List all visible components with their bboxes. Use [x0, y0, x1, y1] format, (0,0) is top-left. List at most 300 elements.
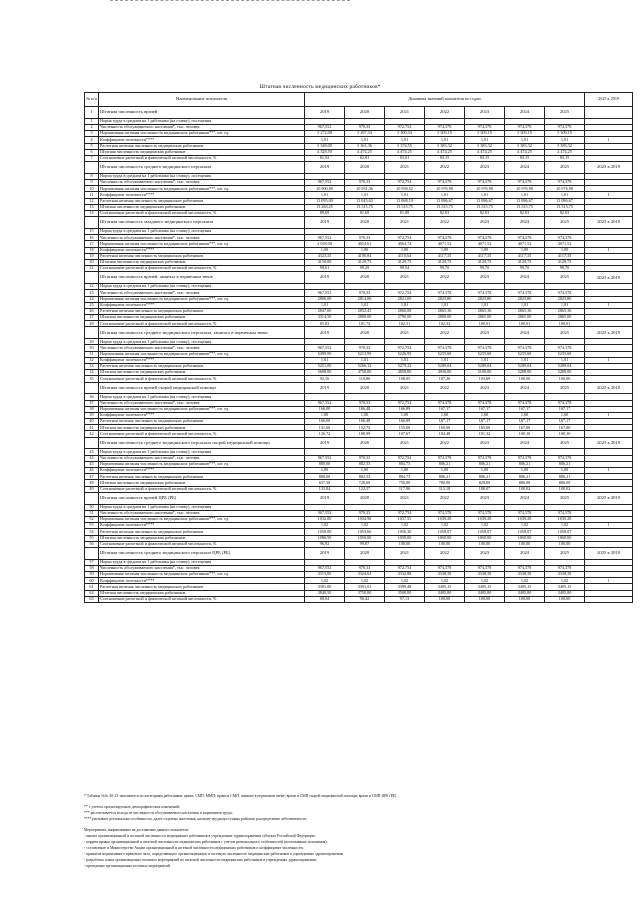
indicator-name: Коэффициент полезности****: [99, 578, 305, 584]
value-cell: 882,53: [345, 474, 385, 480]
indicator-name: Норма труда в среднем на 1 работника (на ставку), посещения: [99, 559, 305, 565]
indicator-name: Численность обслуживаемого населения*, тыс. человек: [99, 510, 305, 516]
value-cell: 4323,35: [305, 253, 345, 259]
value-cell: 974,378: [505, 345, 545, 351]
indicator-name: Численность обслуживаемого населения*, тыс. человек: [99, 455, 305, 461]
indicator-name: Численность обслуживаемого населения*, тыс. человек: [99, 345, 305, 351]
value-cell: 1,01: [545, 137, 585, 143]
footnote-line: - разработка плана организационно-штатных мероприятий по штатной численности медицинских работников в учреждениях здравоохранения;: [84, 858, 317, 862]
value-cell: 100,00: [545, 376, 585, 382]
value-cell: 81,92: [305, 155, 345, 161]
value-cell: 2021: [385, 382, 425, 394]
value-cell: 3840,50: [305, 590, 345, 596]
indicator-name: Численность обслуживаемого населения*, тыс. человек: [99, 400, 305, 406]
section-header-row: [85, 217, 633, 229]
indicator-name: Расчетная штатная численность медицинских работников: [99, 198, 305, 204]
value-cell: 3338,39: [465, 572, 505, 578]
value-cell: 974,378: [425, 235, 465, 241]
value-cell: 99,61: [305, 266, 345, 272]
value-cell: 100,00: [465, 541, 505, 547]
row-number: 16: [85, 235, 99, 241]
value-cell: 2020: [345, 382, 385, 394]
value-cell: 1058,07: [465, 529, 505, 535]
value-cell: 4850,00: [385, 370, 425, 376]
indicator-name: Соотношение расчетной и фактической штатной численности, %: [99, 155, 305, 161]
value-cell: 974,378: [545, 235, 585, 241]
row-number: 17: [85, 241, 99, 247]
value-cell: 974,378: [465, 400, 505, 406]
footnote-line: ** с учетом прогнозируемых демографических изменений;: [84, 805, 180, 809]
value-cell: 100,00: [425, 596, 465, 602]
value-cell: 972,754: [385, 345, 425, 351]
value-cell: 13 515,75: [465, 204, 505, 210]
value-cell: 5 309,19: [465, 131, 505, 137]
row-number: 38: [85, 406, 99, 412]
row-number: 6: [85, 149, 99, 155]
value-cell: 5 383,32: [425, 143, 465, 149]
row-number: [85, 272, 99, 284]
value-cell: 974,378: [465, 290, 505, 296]
value-cell: 974,378: [425, 510, 465, 516]
value-cell: 5235,68: [465, 351, 505, 357]
value-cell: 11 068,19: [385, 198, 425, 204]
value-cell: 10 976,90: [465, 186, 505, 192]
row-number: 30: [85, 345, 99, 351]
value-cell: 3324,62: [345, 572, 385, 578]
section-title: Штатная численность врачей: [99, 107, 305, 119]
value-cell: 974,378: [505, 235, 545, 241]
value-cell: 2025: [545, 492, 585, 504]
row-number: 20: [85, 259, 99, 265]
row-number: 7: [85, 155, 99, 161]
value-cell: 4150,00: [305, 259, 345, 265]
table-row: [85, 596, 633, 602]
value-cell: 2023: [465, 437, 505, 449]
row-number: 46: [85, 468, 99, 474]
value-cell: 970,33: [345, 235, 385, 241]
header-dynamics: Динамика значений показателя по годам: [305, 93, 585, 107]
value-cell: 104,48: [425, 431, 465, 437]
row-number: 36: [85, 394, 99, 400]
value-cell: 3405,15: [465, 584, 505, 590]
value-cell: 4750,00: [345, 370, 385, 376]
value-cell: 102,51: [385, 321, 425, 327]
value-cell: 974,378: [505, 510, 545, 516]
value-cell: 1,00: [385, 247, 425, 253]
indicator-name: Нормативная штатная численность медицинских работников***, шт. ед.: [99, 241, 305, 247]
value-cell: 970,33: [345, 180, 385, 186]
value-cell: 2020: [345, 162, 385, 174]
value-cell: 2019: [305, 217, 345, 229]
value-cell: 2025: [545, 437, 585, 449]
value-cell: 110,86: [345, 376, 385, 382]
value-cell: 3405,00: [545, 590, 585, 596]
row-number: 60: [85, 578, 99, 584]
value-cell: 1056,30: [385, 529, 425, 535]
value-cell: 1,01: [425, 192, 465, 198]
row-number: 8: [85, 173, 99, 179]
value-cell: 108,85: [385, 376, 425, 382]
value-cell: 100,10: [505, 431, 545, 437]
value-cell: 100,10: [545, 431, 585, 437]
value-cell: 11 086,67: [545, 198, 585, 204]
value-cell: 3332,88: [385, 572, 425, 578]
value-cell: 1039,28: [505, 516, 545, 522]
value-cell: 974,378: [425, 290, 465, 296]
value-cell: 4 474,25: [425, 149, 465, 155]
indicator-name: Соотношение расчетной и фактической штатной численности, %: [99, 376, 305, 382]
row-number: 50: [85, 504, 99, 510]
value-cell: 10 976,90: [505, 186, 545, 192]
value-cell: 99,54: [385, 266, 425, 272]
value-cell: 4071,52: [425, 241, 465, 247]
indicator-name: Расчетная штатная численность медицинских работников: [99, 308, 305, 314]
value-cell: 155,00: [385, 425, 425, 431]
value-cell: 5288,00: [505, 370, 545, 376]
indicator-name: Нормативная штатная численность медицинских работников***, шт. ед.: [99, 516, 305, 522]
value-cell: 1,01: [545, 357, 585, 363]
value-cell: 974,378: [425, 455, 465, 461]
value-cell: 970,33: [345, 124, 385, 130]
value-cell: 1,00: [345, 247, 385, 253]
value-cell: 972,754: [385, 235, 425, 241]
value-cell: 1,01: [385, 192, 425, 198]
value-cell: 2023: [465, 382, 505, 394]
value-cell: 974,378: [545, 124, 585, 130]
value-cell: 2847,00: [305, 308, 345, 314]
row-number: 14: [85, 211, 99, 217]
value-cell: 2020: [345, 437, 385, 449]
value-cell: 2865,00: [545, 315, 585, 321]
value-cell: 1,00: [385, 412, 425, 418]
value-cell: 2865,36: [465, 308, 505, 314]
section-header-row: [85, 437, 633, 449]
value-cell: 2020: [345, 107, 385, 119]
value-cell: 972,754: [385, 400, 425, 406]
value-cell: 160,00: [425, 425, 465, 431]
value-cell: 974,378: [545, 290, 585, 296]
value-cell: 1,00: [305, 247, 345, 253]
value-cell: 1039,28: [425, 516, 465, 522]
indicator-name: Коэффициент полезности****: [99, 468, 305, 474]
value-cell: 85,83: [305, 321, 345, 327]
row-number: [85, 217, 99, 229]
section-title: Штатная численность младшего медицинского персонала: [99, 217, 305, 229]
section-header-row: [85, 382, 633, 394]
row-number: 58: [85, 565, 99, 571]
ratio-cell: 2025 к 2019: [585, 162, 633, 174]
ratio-cell: [585, 596, 633, 602]
value-cell: 1,01: [305, 192, 345, 198]
value-cell: 2024: [505, 327, 545, 339]
value-cell: 4129,75: [505, 259, 545, 265]
footnote-line: *** рассчитывается исходя из численности обслуживаемого населения и нормативов труда;: [84, 811, 233, 815]
value-cell: 92,16: [305, 376, 345, 382]
indicator-name: Штатная численность медицинских работников: [99, 149, 305, 155]
indicator-name: Штатная численность медицинских работников: [99, 480, 305, 486]
value-cell: 1,01: [505, 137, 545, 143]
value-cell: 780,00: [425, 480, 465, 486]
value-cell: 5100,00: [465, 370, 505, 376]
section-title: Штатная численность среднего медицинского персонала ЦРБ (РБ): [99, 547, 305, 559]
value-cell: 2800,00: [345, 315, 385, 321]
value-cell: 967,552: [305, 400, 345, 406]
value-cell: 974,378: [465, 510, 505, 516]
value-cell: 972,754: [385, 290, 425, 296]
indicator-name: Норма труда в среднем на 1 работника (на ставку), посещения: [99, 339, 305, 345]
value-cell: 4100,84: [345, 253, 385, 259]
indicator-name: Численность обслуживаемого населения*, тыс. человек: [99, 124, 305, 130]
row-number: 56: [85, 541, 99, 547]
value-cell: 974,378: [545, 510, 585, 516]
indicator-name: Нормативная штатная численность медицинских работников***, шт. ед.: [99, 461, 305, 467]
value-cell: 99,70: [465, 266, 505, 272]
value-cell: 1,01: [385, 302, 425, 308]
value-cell: 4 328,50: [305, 149, 345, 155]
value-cell: 1,02: [345, 578, 385, 584]
value-cell: 100,00: [545, 596, 585, 602]
value-cell: 2825,80: [545, 296, 585, 302]
value-cell: 2022: [425, 327, 465, 339]
value-cell: 4064,74: [385, 241, 425, 247]
section-header-row: [85, 547, 633, 559]
value-cell: 2020: [345, 272, 385, 284]
value-cell: 886,21: [465, 474, 505, 480]
value-cell: 11 095,00: [305, 198, 345, 204]
row-number: 34: [85, 370, 99, 376]
value-cell: 82,03: [465, 211, 505, 217]
value-cell: 1,00: [505, 247, 545, 253]
value-cell: 974,378: [465, 565, 505, 571]
indicator-name: Нормативная штатная численность медицинских работников***, шт. ед.: [99, 131, 305, 137]
value-cell: 10 976,90: [425, 186, 465, 192]
value-cell: 165,00: [465, 425, 505, 431]
value-cell: 3405,15: [505, 584, 545, 590]
value-cell: 2024: [505, 162, 545, 174]
ratio-cell: 1: [585, 247, 633, 253]
value-cell: 1,02: [425, 523, 465, 529]
value-cell: 3315,00: [305, 572, 345, 578]
value-cell: 1050,00: [305, 529, 345, 535]
indicator-name: Соотношение расчетной и фактической штатной численности, %: [99, 321, 305, 327]
value-cell: 2821,09: [385, 296, 425, 302]
ratio-cell: 2025 к 2019: [585, 217, 633, 229]
value-cell: 1,01: [545, 192, 585, 198]
indicator-name: Штатная численность медицинских работников: [99, 425, 305, 431]
value-cell: 11 045,63: [345, 198, 385, 204]
row-number: 32: [85, 357, 99, 363]
value-cell: 101,32: [465, 431, 505, 437]
value-cell: 886,00: [545, 480, 585, 486]
indicator-name: Соотношение расчетной и фактической штатной численности, %: [99, 596, 305, 602]
indicator-name: Коэффициент полезности****: [99, 523, 305, 529]
value-cell: 100,00: [545, 541, 585, 547]
value-cell: 2023: [465, 107, 505, 119]
indicator-name: Норма труда в среднем на 1 работника (на ставку), посещения: [99, 229, 305, 235]
ratio-cell: 2025 к 2019: [585, 382, 633, 394]
value-cell: 974,378: [545, 455, 585, 461]
value-cell: 82,03: [505, 211, 545, 217]
value-cell: 167,17: [425, 419, 465, 425]
value-cell: 1,02: [305, 523, 345, 529]
value-cell: 99,87: [345, 541, 385, 547]
value-cell: 2021: [385, 217, 425, 229]
ratio-cell: 1: [585, 578, 633, 584]
value-cell: 4 474,25: [505, 149, 545, 155]
value-cell: 1,00: [425, 247, 465, 253]
value-cell: 5 374,55: [385, 143, 425, 149]
value-cell: 974,378: [505, 565, 545, 571]
row-number: 42: [85, 431, 99, 437]
row-number: 57: [85, 559, 99, 565]
ratio-cell: 1: [585, 192, 633, 198]
value-cell: 166,48: [345, 419, 385, 425]
value-cell: 1,01: [345, 192, 385, 198]
ratio-cell: 2025 к 2019: [585, 272, 633, 284]
value-cell: 2019: [305, 327, 345, 339]
value-cell: 2860,08: [385, 308, 425, 314]
value-cell: 11 086,67: [505, 198, 545, 204]
value-cell: 4 474,25: [545, 149, 585, 155]
value-cell: 2021: [385, 107, 425, 119]
value-cell: 2024: [505, 272, 545, 284]
value-cell: 5288,04: [505, 363, 545, 369]
value-cell: 970,33: [345, 455, 385, 461]
value-cell: 967,552: [305, 235, 345, 241]
value-cell: 83,15: [545, 155, 585, 161]
value-cell: 1,01: [505, 192, 545, 198]
value-cell: 1,01: [545, 302, 585, 308]
indicator-name: Коэффициент полезности****: [99, 192, 305, 198]
ratio-cell: [585, 107, 633, 119]
value-cell: 1,01: [465, 192, 505, 198]
value-cell: 2022: [425, 217, 465, 229]
value-cell: 2020: [345, 547, 385, 559]
value-cell: 967,552: [305, 455, 345, 461]
value-cell: 2825,80: [425, 296, 465, 302]
value-cell: 88,04: [305, 596, 345, 602]
indicator-name: Соотношение расчетной и фактической штатной численности, %: [99, 431, 305, 437]
value-cell: 2025: [545, 162, 585, 174]
row-number: 52: [85, 516, 99, 522]
value-cell: 886,21: [425, 474, 465, 480]
value-cell: 5235,68: [425, 351, 465, 357]
section-title: Штатная численность среднего медицинского персонала скорой медицинской помощи: [99, 437, 305, 449]
value-cell: 2865,36: [545, 308, 585, 314]
value-cell: 2022: [425, 547, 465, 559]
value-cell: 166,89: [385, 406, 425, 412]
value-cell: 83,15: [425, 155, 465, 161]
value-cell: 167,00: [545, 425, 585, 431]
value-cell: 2024: [505, 217, 545, 229]
row-number: 27: [85, 315, 99, 321]
value-cell: 126,72: [305, 431, 345, 437]
value-cell: 3405,00: [505, 590, 545, 596]
indicator-name: Численность обслуживаемого населения*, тыс. человек: [99, 235, 305, 241]
value-cell: 880,00: [305, 474, 345, 480]
value-cell: 972,754: [385, 565, 425, 571]
value-cell: 967,552: [305, 510, 345, 516]
value-cell: 11 086,67: [465, 198, 505, 204]
value-cell: 972,754: [385, 180, 425, 186]
value-cell: 1060,00: [545, 535, 585, 541]
ratio-cell: 2025 к 2019: [585, 327, 633, 339]
row-number: 33: [85, 363, 99, 369]
value-cell: 2024: [505, 492, 545, 504]
value-cell: 1,00: [385, 468, 425, 474]
value-cell: 1,02: [345, 523, 385, 529]
value-cell: 1058,00: [385, 535, 425, 541]
row-number: [85, 327, 99, 339]
value-cell: 1,02: [465, 523, 505, 529]
value-cell: 166,89: [385, 419, 425, 425]
footnote-line: Мероприятия, направленные на достижение данного показателя:: [84, 828, 190, 832]
value-cell: 974,378: [505, 290, 545, 296]
ratio-cell: 2025 к 2019: [585, 492, 633, 504]
value-cell: 1,01: [505, 357, 545, 363]
value-cell: 884,73: [385, 461, 425, 467]
value-cell: 2023: [465, 272, 505, 284]
row-number: 1: [85, 107, 99, 119]
section-title: Штатная численность врачей скорой медицинской помощи: [99, 382, 305, 394]
ratio-cell: 1: [585, 412, 633, 418]
value-cell: 972,754: [385, 124, 425, 130]
value-cell: 974,378: [425, 180, 465, 186]
value-cell: 166,00: [305, 419, 345, 425]
value-cell: 5235,68: [545, 351, 585, 357]
value-cell: 13 515,75: [505, 204, 545, 210]
value-cell: 3405,00: [465, 590, 505, 596]
row-number: 18: [85, 247, 99, 253]
value-cell: 1,00: [345, 412, 385, 418]
value-cell: 117,96: [385, 486, 425, 492]
value-cell: 13 515,75: [545, 204, 585, 210]
value-cell: 2025: [545, 272, 585, 284]
value-cell: 5698,00: [305, 370, 345, 376]
value-cell: 1,02: [545, 578, 585, 584]
section-header-row: [85, 492, 633, 504]
value-cell: 1,02: [505, 523, 545, 529]
value-cell: 108,99: [345, 431, 385, 437]
value-cell: 3405,15: [545, 584, 585, 590]
row-number: 61: [85, 584, 99, 590]
value-cell: 2023: [465, 327, 505, 339]
value-cell: 972,754: [385, 455, 425, 461]
row-number: 13: [85, 204, 99, 210]
value-cell: 1,02: [385, 523, 425, 529]
value-cell: 5499,00: [305, 351, 345, 357]
value-cell: 974,378: [425, 565, 465, 571]
value-cell: 1,00: [505, 412, 545, 418]
value-cell: 657,50: [305, 480, 345, 486]
value-cell: 4129,75: [465, 259, 505, 265]
value-cell: 3750,00: [345, 590, 385, 596]
value-cell: 1,01: [305, 137, 345, 143]
value-cell: 886,21: [545, 474, 585, 480]
indicator-name: Норма труда в среднем на 1 работника (на ставку), посещения: [99, 449, 305, 455]
indicator-name: Численность обслуживаемого населения*, тыс. человек: [99, 180, 305, 186]
ratio-cell: 1: [585, 357, 633, 363]
value-cell: 102,33: [425, 321, 465, 327]
value-cell: 2019: [305, 382, 345, 394]
indicator-name: Штатная численность медицинских работников: [99, 204, 305, 210]
value-cell: 974,378: [545, 565, 585, 571]
value-cell: 4117,35: [425, 253, 465, 259]
value-cell: 1,00: [305, 412, 345, 418]
value-cell: 2022: [425, 272, 465, 284]
value-cell: 5 383,32: [545, 143, 585, 149]
row-number: [85, 492, 99, 504]
